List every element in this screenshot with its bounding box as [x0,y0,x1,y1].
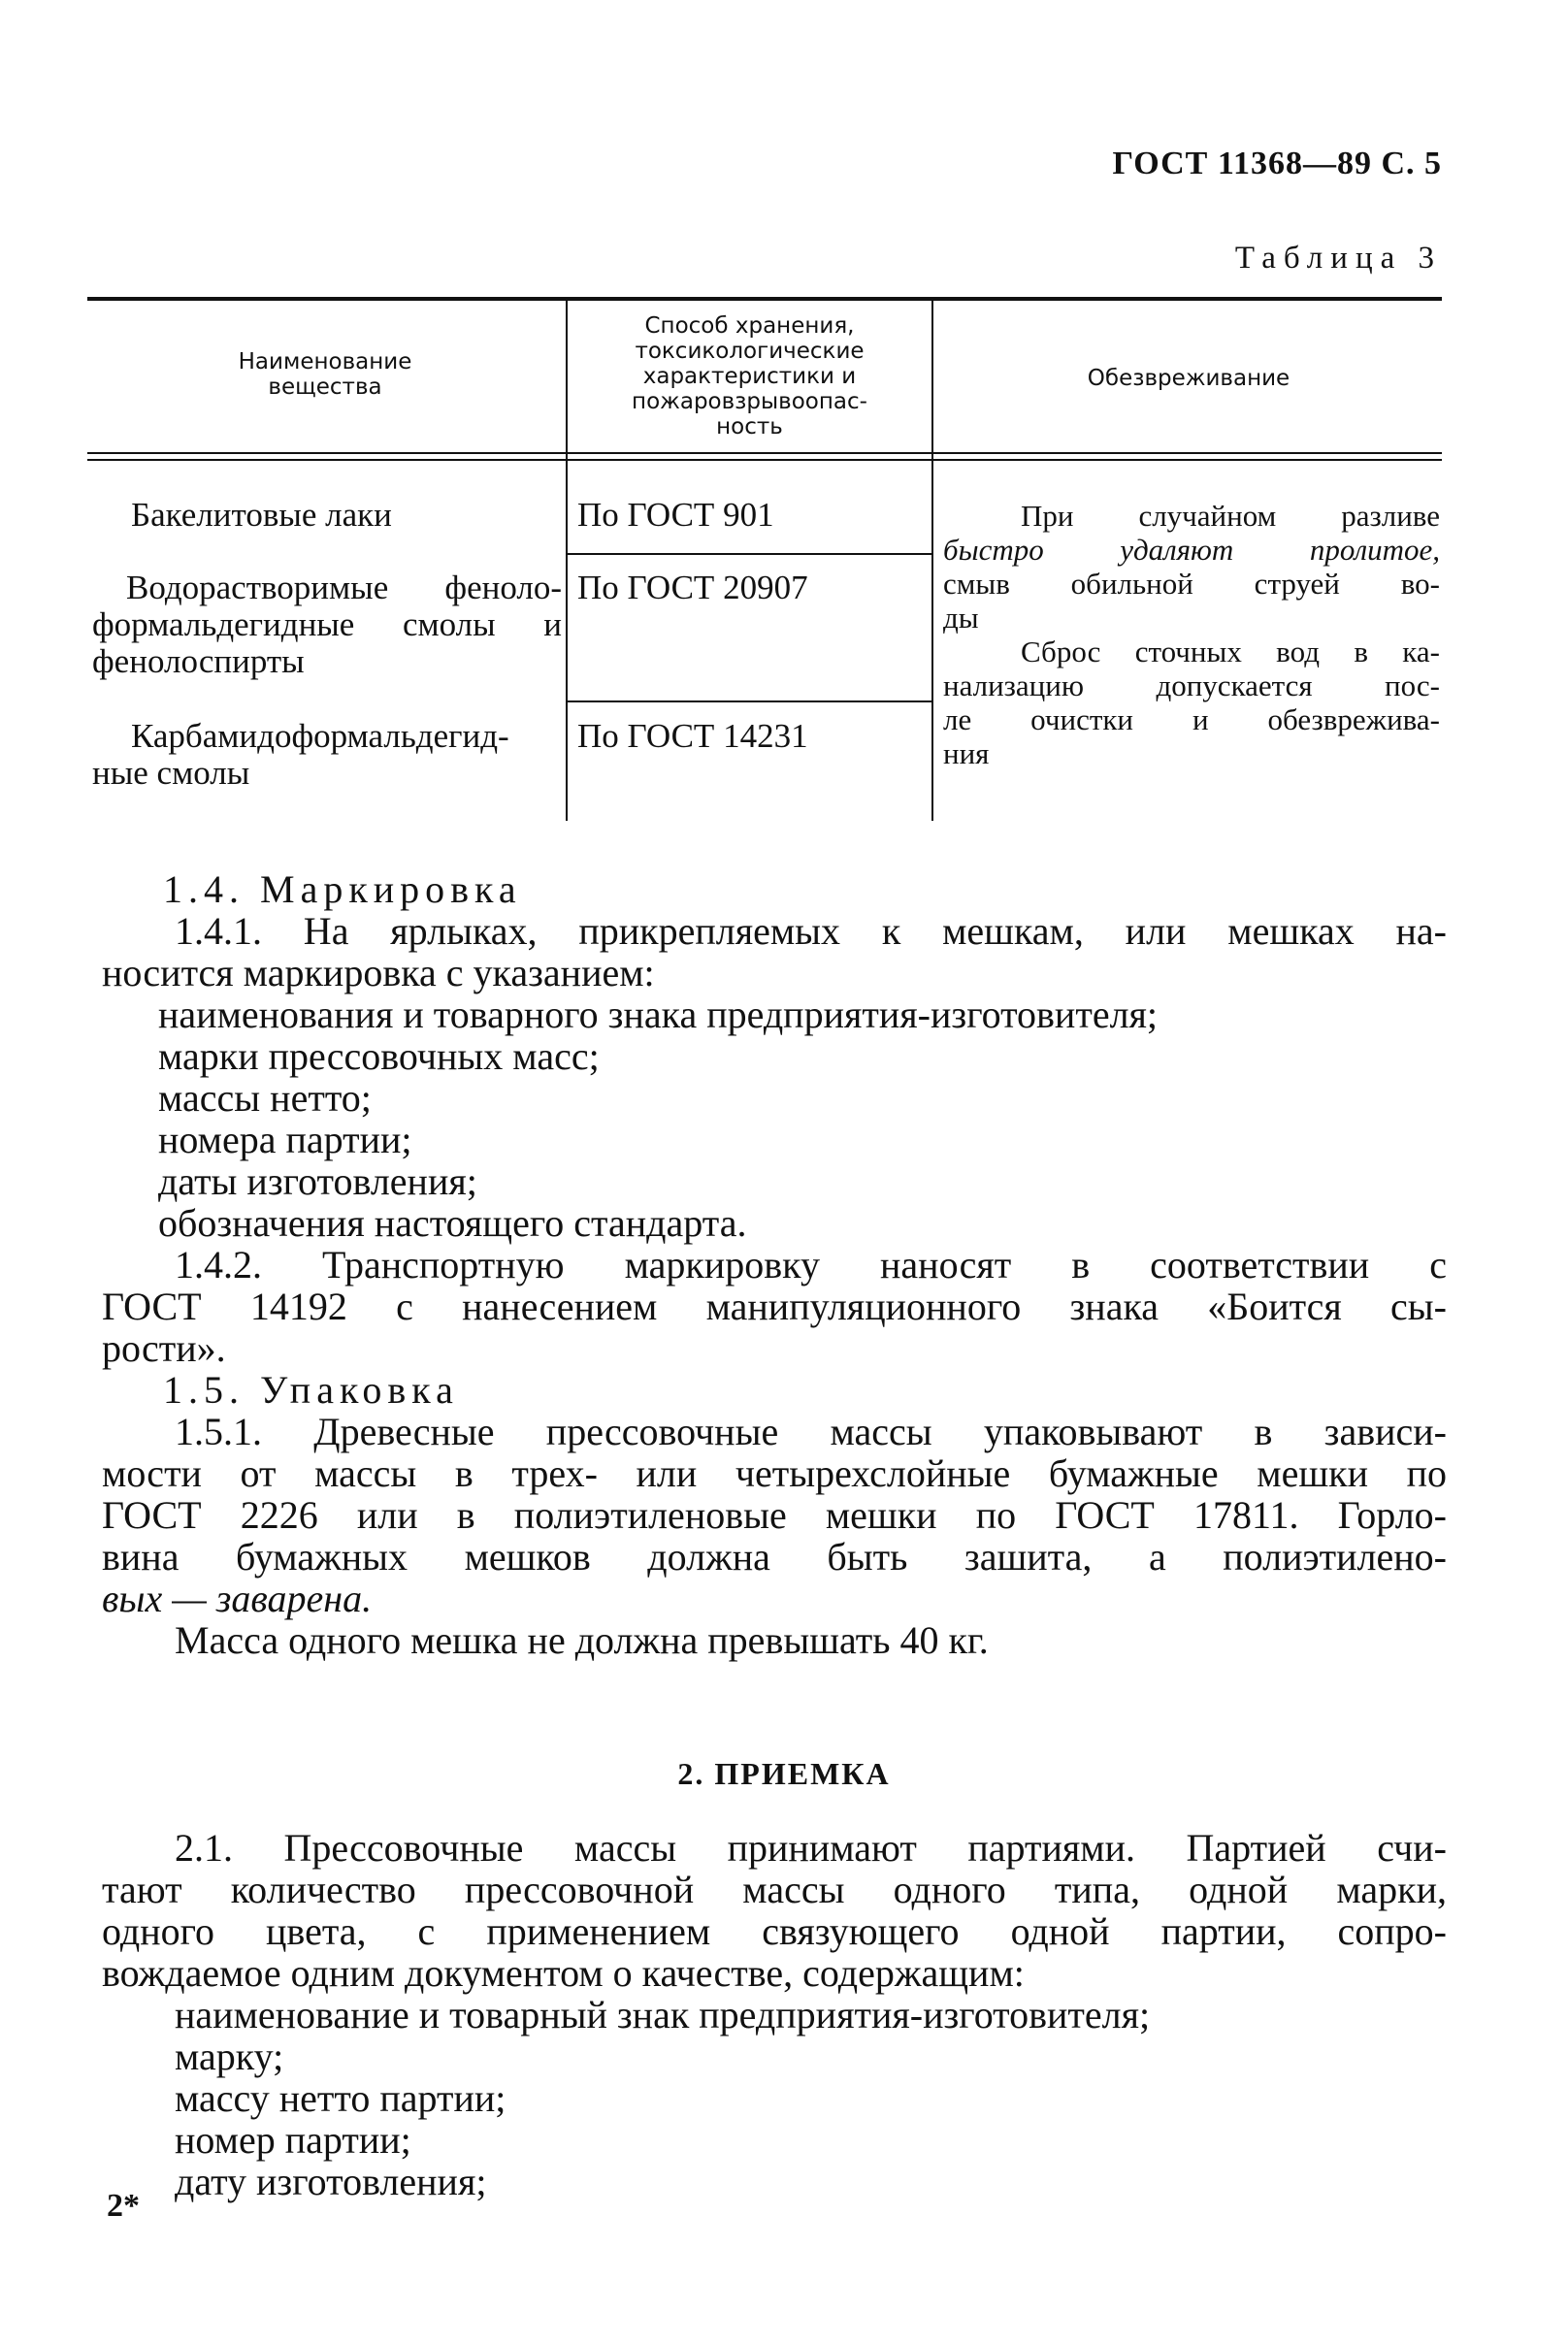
cell-line: Водорастворимые феноло- [126,569,562,606]
table-col-divider [566,301,568,821]
table-header-rule-2 [87,459,1442,461]
paragraph-line: Масса одного мешка не должна превышать 40 кг. [175,1618,989,1662]
header-line: ность [716,414,783,440]
header-line: пожаровзрывоопас- [632,389,867,414]
paragraph-line: рости». [102,1326,226,1370]
row-1-storage: По ГОСТ 901 [577,496,774,534]
paragraph-line: 2.1. Прессовочные массы принимают партиями. Партией счи- [175,1826,1447,1870]
cell-line: формальдегидные смолы и [92,605,562,643]
header-line: Наименование [238,349,412,375]
paragraph-line: одного цвета, с применением связующего одной партии, сопро- [102,1909,1447,1953]
section-title-1-4: 1.4. Маркировка [163,867,522,911]
paragraph-line: мости от массы в трех- или четырехслойные бумажные мешки по [102,1451,1447,1495]
header-line: токсикологические [635,339,865,364]
paragraph-line: ГОСТ 14192 с нанесением манипуляционного знака «Боится сы- [102,1285,1447,1328]
table-header-storage [572,313,927,440]
row-2-storage: По ГОСТ 20907 [577,569,808,606]
table-header-rule [87,452,1442,454]
row-3-substance [92,718,562,792]
cell-line: ные смолы [92,754,250,792]
table-caption: Таблица 3 [1234,241,1442,276]
section-2 [102,1827,1447,2202]
sheet-signature-mark: 2* [107,2188,140,2224]
row-3-storage: По ГОСТ 14231 [577,717,808,755]
cell-line: смыв обильной струей во- [943,567,1440,601]
section-1-4 [102,868,1447,1661]
list-item: номер партии; [175,2118,411,2162]
cell-line: быстро удаляют пролитое, [943,533,1440,567]
list-item: наименования и товарного знака предприятия-изготовителя; [158,993,1159,1036]
table-header-neutralization [941,366,1436,391]
header-line: характеристики и [642,364,857,389]
table-row-divider [566,553,933,555]
cell-line: ле очистки и обезврежива- [943,702,1440,736]
paragraph-line: 1.5.1. Древесные прессовочные массы упаковывают в зависи- [175,1410,1447,1453]
list-item: марку; [175,2035,284,2078]
list-item: массы нетто; [158,1076,372,1120]
row-2-substance [92,570,562,680]
table-top-rule [87,297,1442,301]
cell-line: ния [943,736,990,770]
list-item: номера партии; [158,1118,412,1161]
list-item: наименование и товарный знак предприятия-изготовителя; [175,1993,1151,2036]
cell-line: фенолоспирты [92,642,305,680]
cell-line: ды [943,601,979,635]
list-item: даты изготовления; [158,1159,477,1203]
table-header-substance [92,349,558,400]
acceptance-list [102,1994,1447,2202]
paragraph-line: носится маркировка с указанием: [102,951,655,994]
list-item: обозначения настоящего стандарта. [158,1201,747,1245]
paragraph-line: 1.4.1. На ярлыках, прикрепляемых к мешкам, или мешках на- [175,909,1447,953]
row-1-substance [131,497,558,534]
header-line: Способ хранения, [644,313,855,339]
cell-line: Карбамидоформальдегид- [131,717,509,755]
section-title-2: 2. ПРИЕМКА [677,1756,891,1791]
running-head: ГОСТ 11368—89 С. 5 [1112,146,1442,181]
paragraph-line: вых — заварена. [102,1577,373,1620]
header-line: Обезвреживание [1087,366,1290,391]
table-row-divider [566,700,933,702]
neutralization-text [943,499,1440,770]
section-title-1-5: 1.5. Упаковка [163,1368,459,1412]
cell-line: Бакелитовые лаки [131,496,392,534]
paragraph-line: ГОСТ 2226 или в полиэтиленовые мешки по ГОСТ 17811. Горло- [102,1493,1447,1537]
list-item: дату изготовления; [175,2160,487,2203]
cell-line: При случайном разливе [1021,499,1440,533]
cell-line: Сброс сточных вод в ка- [1021,635,1440,668]
paragraph-line: 1.4.2. Транспортную маркировку наносят в соответствии с [175,1243,1447,1286]
paragraph-line: тают количество прессовочной массы одного типа, одной марки, [102,1868,1447,1911]
paragraph-line: вождаемое одним документом о качестве, содержащим: [102,1951,1025,1995]
cell-line: нализацию допускается пос- [943,668,1440,702]
paragraph-line: вина бумажных мешков должна быть зашита, а полиэтилено- [102,1535,1447,1579]
table-col-divider [931,301,933,821]
list-item: массу нетто партии; [175,2076,506,2120]
header-line: вещества [268,375,382,400]
list-item: марки прессовочных масс; [158,1034,600,1078]
marking-list [102,993,1447,1244]
